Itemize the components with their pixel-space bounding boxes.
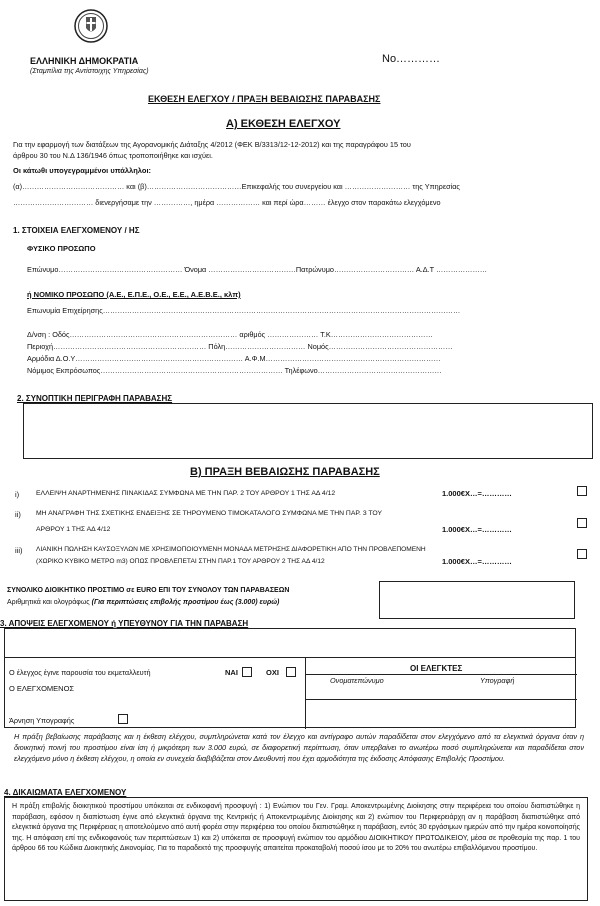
item-2-checkbox[interactable] — [577, 518, 587, 528]
section-2-heading: 2. ΣΥΝΟΠΤΙΚΗ ΠΕΡΙΓΡΑΦΗ ΠΑΡΑΒΑΣΗΣ — [17, 394, 173, 403]
address-line: Δ/νση : Οδός…………………………………………………………… αριθμός ………………… Τ.Κ…………………………………… — [27, 330, 433, 339]
item-2-text-b: ΑΡΘΡΟΥ 1 ΤΗΣ ΑΔ 4/12 — [36, 526, 111, 533]
rights-paragraph: Η πράξη επιβολής διοικητικού προστίμου υπόκειται σε ενδικοφανή προσφυγή : 1) Ενώπιον του Γεν. Γραμ. Αποκεντρωμένης Διοίκησης στην περιφέρεια του οποίου διαπιστώθηκε η παράβαση, εφόσον η διαπίστωση έγινε από ελεγκτικά όργανα της Κεντρικής ή Αποκεντρωμένης Διοίκησης και 2) ενώπιον του Περιφερειάρχη αν η παράβαση διαπιστώθηκε από ελεγκτικά όργανα της Περιφέρειας η αποτελούμενο από αυτή φορέα στην περιφέρεια του οποίου διαπιστώθηκε η παράβαση, εντός 30 εργάσιμων ημερών από την ημέρα κοινοποίησής της. Η απόφαση επί της ενδικοφανούς των περιπτώσεων 1) και 2) υπόκειται σε προσφυγή ενώπιον του αρμόδιου ΔΙΟΙΚΗΤΙΚΟΥ ΠΡΩΤΟΔΙΚΕΙΟΥ, μέσα σε προθεσμία της παρ. 1 του άρθρου 66 του Κώδικα Διοικητικής Δικονομίας. Για το παραδεκτό της προσφυγής απαιτείται προκαταβολή ποσού ίσου με το 20% του ανωτέρω επιβαλλόμενου προστίμου. — [12, 803, 580, 852]
total-fine-sub-text: Αριθμητικά και ολογράφως — [7, 599, 90, 606]
item-1-number: i) — [15, 490, 20, 499]
representative-line: Νόμιμος Εκπρόσωπος………………………………………………………………… Τηλέφωνο…………………………………………… — [27, 366, 442, 375]
refusal-label: Άρνηση Υπογραφής — [9, 716, 75, 725]
section-4-heading: 4. ΔΙΚΑΙΩΜΑΤΑ ΕΛΕΓΧΟΜΕΝΟΥ — [4, 788, 127, 797]
section-b-heading: Β) ΠΡΑΞΗ ΒΕΒΑΙΩΣΗΣ ΠΑΡΑΒΑΣΗΣ — [190, 466, 380, 478]
presence-label: Ο έλεγχος έγινε παρουσία του εκμεταλλευτή — [9, 668, 151, 677]
item-3-number: iii) — [15, 546, 23, 555]
total-fine-note: (Για περιπτώσεις επιβολής προστίμου έως (3.000) ευρώ) — [91, 599, 280, 606]
yes-label: ΝΑΙ — [225, 668, 238, 677]
legal-person-heading: ή ΝΟΜΙΚΟ ΠΡΟΣΩΠΟ (Α.Ε., Ε.Π.Ε., Ο.Ε., Ε.Ε., Α.Ε.Β.Ε., κλπ) — [27, 290, 241, 299]
inspection-date-line: …………………………… διενεργήσαμε την ……………, ημέρα ……………… και περί ώρα……… έλεγχο στον παρακάτω ελεγχόμενο — [13, 198, 441, 207]
item-2-fine: 1.000€Χ…=………… — [442, 525, 512, 534]
document-number: Νο………… — [382, 53, 441, 65]
notice-paragraph: Η πράξη βεβαίωσης παράβασης και η έκθεση ελέγχου, συμπληρώνεται κατά τον έλεγχο και αντίγραφο αυτών παραδίδεται στον ελεγχόμενο από τα ελεγκτικά όργανα όταν η διοικητική ποινή του προστίμου είναι ίση ή μικρότερη των 3.000 ευρώ, σε διαφορετική περίπτωση, όταν υπερβαίνει το ανωτέρω ποσό συμπληρώνεται και παραδίδεται στον ελεγχόμενο μόνο η έκθεση ελέγχου, η οποία εν συνεχεία διαβιβάζεται στον Διευθυντή που έχει αρμοδιότητα της έκδοσης Απόφασης Επιβολής Προστίμου. — [14, 732, 584, 763]
inspector-signature-column: Υπογραφή — [480, 676, 515, 685]
item-3-fine: 1.000€Χ…=………… — [442, 557, 512, 566]
total-fine-sub — [7, 599, 279, 606]
surname-line: Επώνυμο…………………………………………… Όνομα ………………………………Πατρώνυμο…………………………… Α.Δ.Τ ………………… — [27, 265, 488, 274]
emblem-icon — [74, 8, 108, 44]
signatories-label: Οι κάτωθι υπογεγραμμένοι υπάλληλοι: — [13, 166, 152, 175]
service-stamp-label: (Σταμπίλια της Αντίστοιχης Υπηρεσίας) — [30, 68, 149, 75]
region-line: Περιοχή……………………………………………………… Πόλη…………………………… Νομός…………………………………………… — [27, 342, 453, 351]
item-2-number: ii) — [15, 510, 21, 519]
intro-line-1: Για την εφαρμογή των διατάξεων της Αγορανομικής Διάταξης 4/2012 (ΦΕΚ Β/3313/12-12-2012) και της παραγράφου 15 του — [13, 140, 411, 149]
controlled-label: Ο ΕΛΕΓΧΟΜΕΝΟΣ — [9, 684, 75, 693]
item-1-checkbox[interactable] — [577, 486, 587, 496]
item-3-text-b: (ΧΩΡΙΚΟ ΚΥΒΙΚΟ ΜΕΤΡΟ m3) ΟΠΩΣ ΠΡΟΒΛΕΠΕΤΑΙ ΣΤΗΝ ΠΑΡ.1 ΤΟΥ ΑΡΘΡΟΥ 2 ΤΗΣ ΑΔ 4/12 — [36, 558, 325, 565]
company-name-line: Επωνυμία Επιχείρησης………………………………………………………………………………………………………………………………… — [27, 306, 461, 315]
section-1-heading: 1. ΣΤΟΙΧΕΙΑ ΕΛΕΓΧΟΜΕΝΟΥ / ΗΣ — [13, 226, 140, 235]
inspector-name-column: Ονοματεπώνυμο — [330, 676, 384, 685]
inspectors-line: (α)…………………………………… και (β)…………………………………Επικεφαλής του συνεργείου και ……………………… της Υπηρεσίας — [13, 182, 460, 191]
item-1-fine: 1.000€Χ…=………… — [442, 489, 512, 498]
inspectors-heading: ΟΙ ΕΛΕΓΚΤΕΣ — [410, 664, 463, 673]
item-1-text: ΕΛΛΕΙΨΗ ΑΝΑΡΤΗΜΕΝΗΣ ΠΙΝΑΚΙΔΑΣ ΣΥΜΦΩΝΑ ΜΕ ΤΗΝ ΠΑΡ. 2 ΤΟΥ ΑΡΘΡΟΥ 1 ΤΗΣ ΑΔ 4/12 — [36, 490, 336, 497]
item-3-text-a: ΛΙΑΝΙΚΗ ΠΩΛΗΣΗ ΚΑΥΣΟΞΥΛΩΝ ΜΕ ΧΡΗΣΙΜΟΠΟΙΟΥΜΕΝΗ ΜΟΝΑΔΑ ΜΕΤΡΗΣΗΣ ΔΙΑΦΟΡΕΤΙΚΗ ΑΠΟ ΤΗΝ ΠΡΟΒΛΕΠΟΜΕΝΗ — [36, 546, 426, 553]
natural-person-heading: ΦΥΣΙΚΟ ΠΡΟΣΩΠΟ — [27, 244, 96, 253]
document-title: ΕΚΘΕΣΗ ΕΛΕΓΧΟΥ / ΠΡΑΞΗ ΒΕΒΑΙΩΣΗΣ ΠΑΡΑΒΑΣΗΣ — [148, 94, 381, 104]
section-a-heading: Α) ΕΚΘΕΣΗ ΕΛΕΓΧΟΥ — [226, 118, 341, 130]
item-2-text-a: ΜΗ ΑΝΑΓΡΑΦΗ ΤΗΣ ΣΧΕΤΙΚΗΣ ΕΝΔΕΙΞΗΣ ΣΕ ΤΗΡΟΥΜΕΝΟ ΤΙΜΟΚΑΤΑΛΟΓΟ ΣΥΜΦΩΝΑ ΜΕ ΤΗΝ ΠΑΡ. 3 ΤΟΥ — [36, 510, 382, 517]
intro-line-2: άρθρου 30 του Ν.Δ 136/1946 όπως τροποποιήθηκε και ισχύει. — [13, 151, 213, 160]
no-checkbox[interactable] — [286, 667, 296, 677]
refusal-checkbox[interactable] — [118, 714, 128, 724]
violation-description-box[interactable] — [23, 403, 593, 459]
section-3-heading: 3. ΑΠΟΨΕΙΣ ΕΛΕΓΧΟΜΕΝΟΥ ή ΥΠΕΥΘΥΝΟΥ ΓΙΑ ΤΗΝ ΠΑΡΑΒΑΣΗ — [0, 619, 249, 628]
tax-office-line: Αρμόδια Δ.Ο.Υ…………………………………………………………… Α.Φ.Μ……………………………………………………………… — [27, 354, 441, 363]
total-fine-label: ΣΥΝΟΛΙΚΟ ΔΙΟΙΚΗΤΙΚΟ ΠΡΟΣΤΙΜΟ σε EURO ΕΠΙ ΤΟΥ ΣΥΝΟΛΟΥ ΤΩΝ ΠΑΡΑΒΑΣΕΩΝ — [7, 587, 290, 594]
yes-checkbox[interactable] — [242, 667, 252, 677]
item-3-checkbox[interactable] — [577, 549, 587, 559]
country-name: ΕΛΛΗΝΙΚΗ ΔΗΜΟΚΡΑΤΙΑ — [30, 56, 139, 66]
total-fine-box[interactable] — [379, 581, 575, 619]
no-label: ΟΧΙ — [266, 668, 279, 677]
